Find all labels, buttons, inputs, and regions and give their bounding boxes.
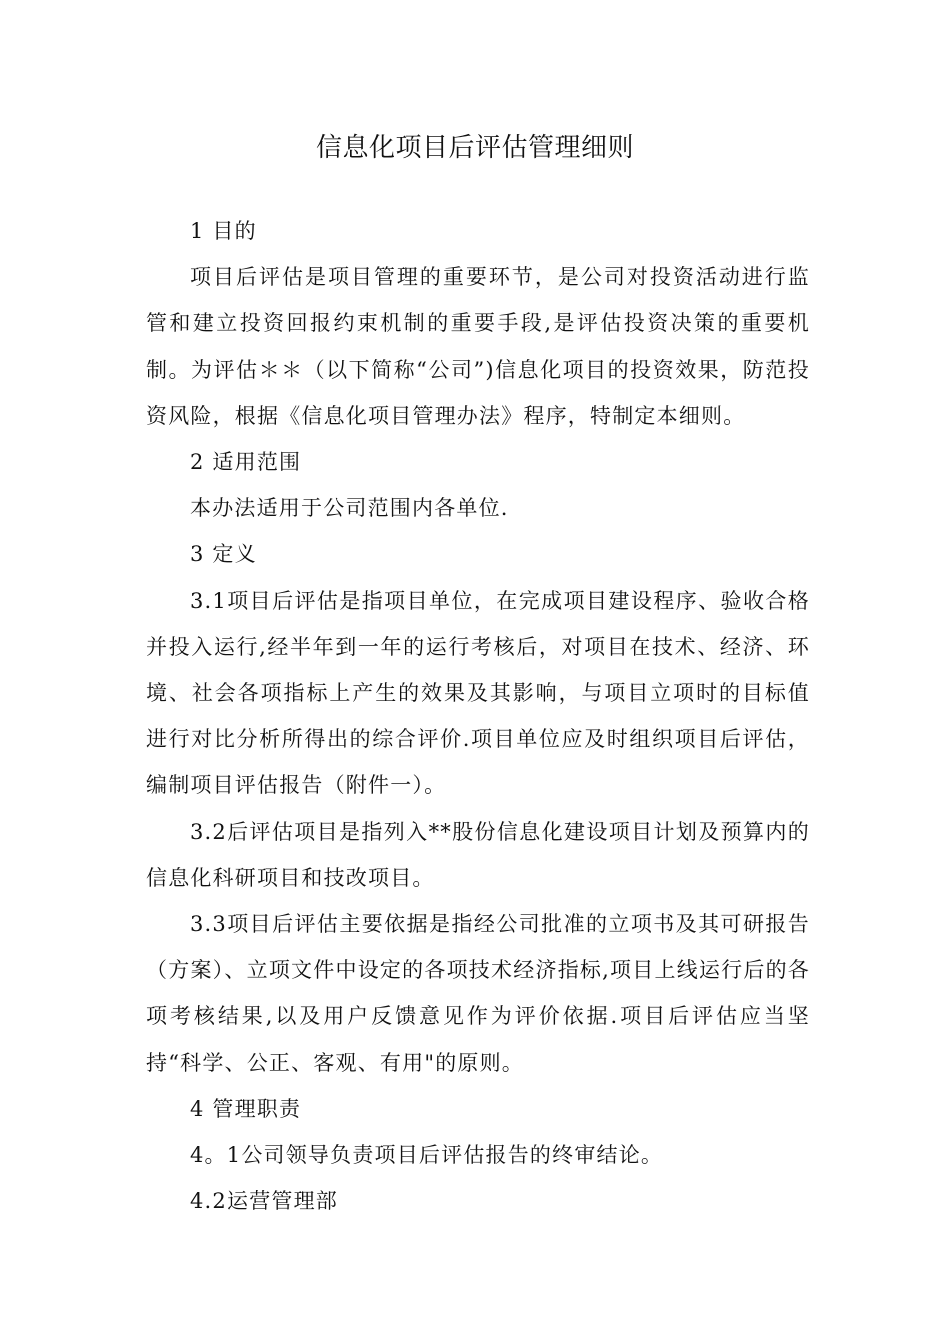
paragraph-responsibility-4-1: 4。1公司领导负责项目后评估报告的终审结论。 — [190, 1143, 664, 1168]
document-title: 信息化项目后评估管理细则 — [315, 133, 634, 163]
section-heading-scope: 2 适用范围 — [190, 450, 302, 475]
section-heading-definitions: 3 定义 — [190, 542, 257, 567]
section-heading-responsibilities: 4 管理职责 — [190, 1096, 302, 1121]
paragraph-responsibility-4-2: 4.2运营管理部 — [190, 1189, 338, 1214]
paragraph-definition-3-1: 3.1项目后评估是指项目单位，在完成项目建设程序、验收合格并投入运行,经半年到一年的运行考核后，对项目在技术、经济、环境、社会各项指标上产生的效果及其影响，与项目立项时的目标值进行对比分析所得出的综合评价.项目单位应及时组织项目后评估，编制项目评估报告（附件一）。 — [146, 588, 810, 798]
paragraph-definition-3-2: 3.2后评估项目是指列入**股份信息化建设项目计划及预算内的信息化科研项目和技改项目。 — [146, 819, 810, 890]
document-body — [146, 208, 810, 1224]
paragraph-definition-3-3: 3.3项目后评估主要依据是指经公司批准的立项书及其可研报告（方案）、立项文件中设定的各项技术经济指标,项目上线运行后的各项考核结果,以及用户反馈意见作为评价依据.项目后评估应当坚持“科学、公正、客观、有用"的原则。 — [146, 912, 810, 1075]
paragraph-purpose: 项目后评估是项目管理的重要环节，是公司对投资活动进行监管和建立投资回报约束机制的重要手段,是评估投资决策的重要机制。为评估＊＊（以下简称“公司”)信息化项目的投资效果，防范投资风险，根据《信息化项目管理办法》程序，特制定本细则。 — [146, 265, 810, 428]
section-heading-purpose: 1 目的 — [190, 219, 257, 243]
paragraph-scope: 本办法适用于公司范围内各单位. — [190, 496, 509, 521]
